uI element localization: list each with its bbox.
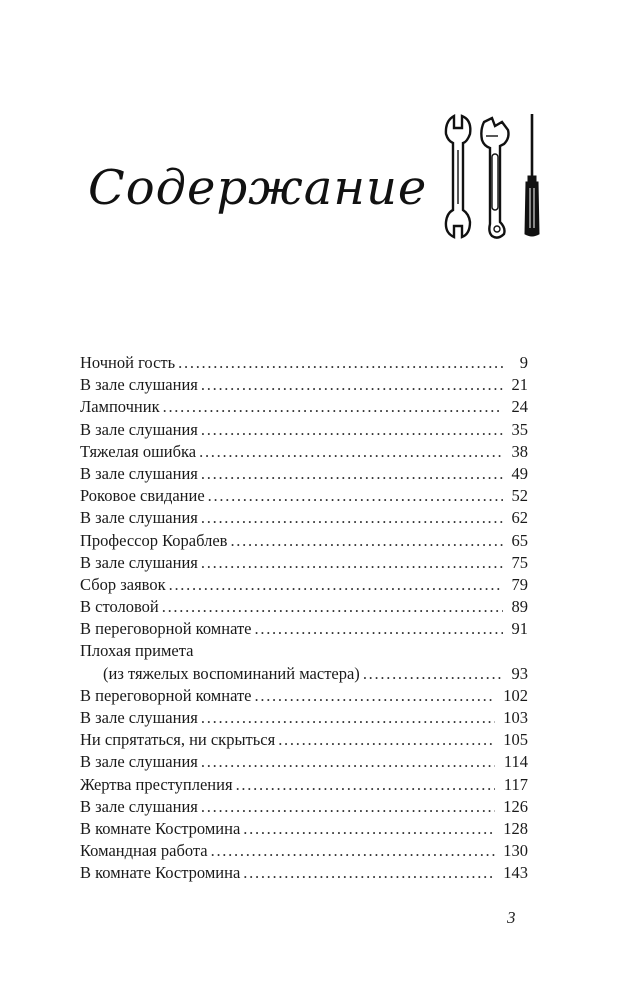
dot-leader (201, 419, 503, 441)
toc-entry-page: 79 (511, 574, 528, 594)
dot-leader (201, 463, 503, 485)
toc-entry-page: 89 (511, 597, 528, 617)
dot-leader (230, 530, 503, 552)
toc-entry (80, 352, 528, 374)
toc-entry-page: 128 (503, 818, 528, 838)
wrench-icon (446, 116, 470, 237)
dot-leader (255, 685, 496, 707)
toc-entry-title: Лампочник (80, 397, 160, 417)
toc-entry (80, 596, 528, 618)
toc-entry-page: 35 (511, 419, 528, 439)
dot-leader (243, 862, 495, 884)
toc-entry-title: В зале слушания (80, 752, 198, 772)
toc-entry (80, 663, 528, 685)
dot-leader (163, 396, 503, 418)
toc-entry-page: 103 (503, 708, 528, 727)
toc-entry (80, 840, 528, 862)
dot-leader (201, 751, 495, 773)
toc-entry-page: 105 (503, 730, 528, 750)
toc-entry-title: Профессор Кораблев (80, 530, 228, 550)
toc-entry-title: В зале слушания (80, 419, 198, 439)
toc-entry (80, 552, 528, 574)
dot-leader (169, 574, 503, 596)
dot-leader (201, 374, 503, 396)
dot-leader (208, 485, 503, 507)
dot-leader (278, 729, 495, 751)
screwdriver-icon (525, 114, 539, 236)
toc-entry-page: 93 (511, 663, 528, 683)
toc-entry-title: Плохая примета (80, 641, 194, 661)
toc-entry-page: 117 (503, 774, 528, 794)
toc-entry (80, 507, 528, 529)
toc-entry (80, 485, 528, 507)
toc-entry-page: 91 (511, 619, 528, 639)
toc-entry-title: Сбор заявок (80, 574, 166, 594)
toc-entry-title: В комнате Костромина (80, 863, 241, 883)
toc-entry-page: 126 (503, 796, 528, 816)
toc-entry (80, 729, 528, 751)
toc-entry-title: В зале слушания (80, 552, 198, 572)
dot-leader (236, 774, 495, 796)
toc-entry (80, 530, 528, 552)
dot-leader (255, 618, 504, 640)
toc-entry (80, 618, 528, 640)
toc-entry (80, 862, 528, 884)
contents-heading: Содержание (88, 160, 428, 216)
toc-entry-title: Командная работа (80, 841, 208, 861)
toc-entry-title: В зале слушания (80, 463, 198, 483)
toc-entry (80, 796, 528, 818)
toc-entry-title: Жертва преступления (80, 774, 233, 794)
toc-entry-page: 52 (511, 486, 528, 506)
toc-entry (80, 374, 528, 396)
toc-entry-title: В комнате Костромина (80, 818, 241, 838)
dot-leader (199, 441, 503, 463)
dot-leader (201, 796, 495, 818)
dot-leader (201, 552, 503, 574)
dot-leader (178, 352, 503, 374)
toc-entry-page: 21 (511, 375, 528, 395)
toc-entry-title: Тяжелая ошибка (80, 441, 197, 461)
dot-leader (363, 663, 503, 685)
dot-leader (201, 707, 495, 729)
toc-entry (80, 463, 528, 485)
page-number: 3 (507, 908, 516, 927)
toc-entry-page: 75 (511, 552, 528, 572)
toc-entry-subtitle: (из тяжелых воспоминаний мастера) (103, 663, 360, 683)
toc-entry (80, 818, 528, 840)
toc-entry-title: В зале слушания (80, 796, 198, 816)
dot-leader (201, 507, 503, 529)
toc-entry-page: 65 (511, 530, 528, 550)
toc-entry-title: Ни спрятаться, ни скрыться (80, 730, 276, 750)
dot-leader (211, 840, 495, 862)
toc-entry-title: Ночной гость (80, 353, 176, 372)
toc-entry (80, 774, 528, 796)
adjustable-wrench-icon (481, 118, 508, 238)
toc-entry-title: В зале слушания (80, 375, 198, 395)
toc-entry-page: 114 (503, 752, 528, 772)
toc-entry-page: 143 (503, 863, 528, 883)
toc-entry-title: В зале слушания (80, 508, 198, 528)
toc-entry-title: В зале слушания (80, 708, 198, 727)
dot-leader (243, 818, 495, 840)
toc-entry-title: В переговорной комнате (80, 685, 252, 705)
tools-illustration (440, 110, 550, 240)
toc-entry (80, 574, 528, 596)
toc-entry-title: В переговорной комнате (80, 619, 252, 639)
toc-entry (80, 751, 528, 773)
toc-entry-page: 9 (519, 353, 528, 372)
toc-entry (80, 707, 528, 729)
toc-entry (80, 419, 528, 441)
toc-entry-page: 62 (511, 508, 528, 528)
toc-entry-title: В столовой (80, 597, 159, 617)
toc-entry-title: Роковое свидание (80, 486, 205, 506)
toc-entry (80, 396, 528, 418)
toc-entry-page: 24 (511, 397, 528, 417)
toc-entry-page: 38 (511, 441, 528, 461)
toc-entry-page: 130 (503, 841, 528, 861)
toc-entry (80, 441, 528, 463)
table-of-contents (80, 352, 528, 885)
toc-entry-page: 102 (503, 685, 528, 705)
toc-entry (80, 640, 528, 662)
toc-entry-page: 49 (511, 463, 528, 483)
dot-leader (162, 596, 503, 618)
toc-entry (80, 685, 528, 707)
